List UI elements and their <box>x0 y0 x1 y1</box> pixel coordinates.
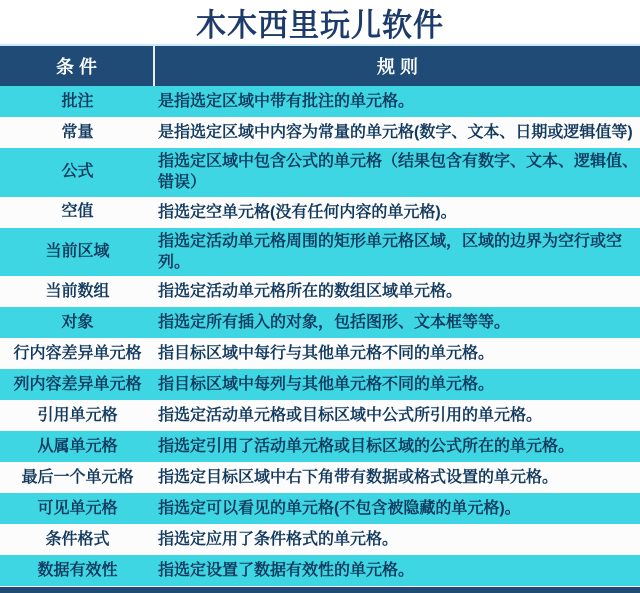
title-bar <box>0 0 640 44</box>
table-row <box>0 197 640 228</box>
condition-cell: 列内容差异单元格 <box>13 375 142 393</box>
condition-cell: 当前数组 <box>45 282 110 300</box>
rule-cell: 指选定所有插入的对象，包括图形、文本框等等。 <box>158 314 511 331</box>
condition-cell: 常量 <box>61 123 94 141</box>
rule-cell: 是指选定区域中带有批注的单元格。 <box>158 93 415 110</box>
rule-cell: 指选定设置了数据有效性的单元格。 <box>158 562 415 579</box>
table-row <box>0 431 640 462</box>
page-title: 木木西里玩儿软件 <box>196 8 444 43</box>
table-row <box>0 462 640 493</box>
condition-cell: 行内容差异单元格 <box>13 344 142 362</box>
condition-cell: 当前区域 <box>45 242 110 260</box>
rule-cell: 指选定活动单元格所在的数组区域单元格。 <box>158 283 463 300</box>
table-row <box>0 493 640 524</box>
table-row <box>0 117 640 148</box>
table-row <box>0 555 640 586</box>
condition-cell: 批注 <box>61 92 94 110</box>
condition-cell: 条件格式 <box>45 530 110 548</box>
table-row <box>0 338 640 369</box>
rule-cell: 是指选定区域中内容为常量的单元格(数字、文本、日期或逻辑值等) <box>158 124 633 141</box>
rule-cell: 指选定活动单元格或目标区域中公式所引用的单元格。 <box>158 407 543 424</box>
condition-cell: 对象 <box>61 313 94 331</box>
column-header-condition: 条 件 <box>0 46 155 86</box>
condition-cell: 可见单元格 <box>37 499 118 517</box>
rule-cell: 指选定目标区域中右下角带有数据或格式设置的单元格。 <box>158 469 559 486</box>
table-header-row <box>0 46 640 86</box>
table-row <box>0 86 640 117</box>
rule-cell: 指目标区域中每列与其他单元格不同的单元格。 <box>158 376 495 393</box>
condition-cell: 公式 <box>61 163 94 181</box>
condition-cell: 数据有效性 <box>37 561 118 579</box>
table-row <box>0 400 640 431</box>
table-body <box>0 86 640 586</box>
table-row <box>0 524 640 555</box>
rule-cell: 指选定活动单元格周围的矩形单元格区域，区域的边界为空行或空列。 <box>158 232 623 271</box>
table-row <box>0 369 640 400</box>
rule-cell: 指选定空单元格(没有任何内容的单元格)。 <box>158 203 457 221</box>
rule-cell: 指选定引用了活动单元格或目标区域的公式所在的单元格。 <box>158 438 575 455</box>
table-row <box>0 307 640 338</box>
table-row <box>0 276 640 307</box>
table-row <box>0 148 640 197</box>
column-header-rule: 规 则 <box>376 57 418 77</box>
rule-cell: 指目标区域中每行与其他单元格不同的单元格。 <box>158 345 495 362</box>
condition-cell: 从属单元格 <box>37 437 118 455</box>
condition-cell: 空值 <box>61 203 94 220</box>
rule-cell: 指选定区域中包含公式的单元格（结果包含有数字、文本、逻辑值、错误） <box>158 153 639 192</box>
table-row <box>0 228 640 277</box>
footer-bar <box>0 587 640 593</box>
rule-cell: 指选定应用了条件格式的单元格。 <box>158 531 399 548</box>
rule-cell: 指选定可以看见的单元格(不包含被隐藏的单元格)。 <box>158 500 521 517</box>
condition-cell: 最后一个单元格 <box>21 468 134 486</box>
condition-cell: 引用单元格 <box>37 406 118 424</box>
